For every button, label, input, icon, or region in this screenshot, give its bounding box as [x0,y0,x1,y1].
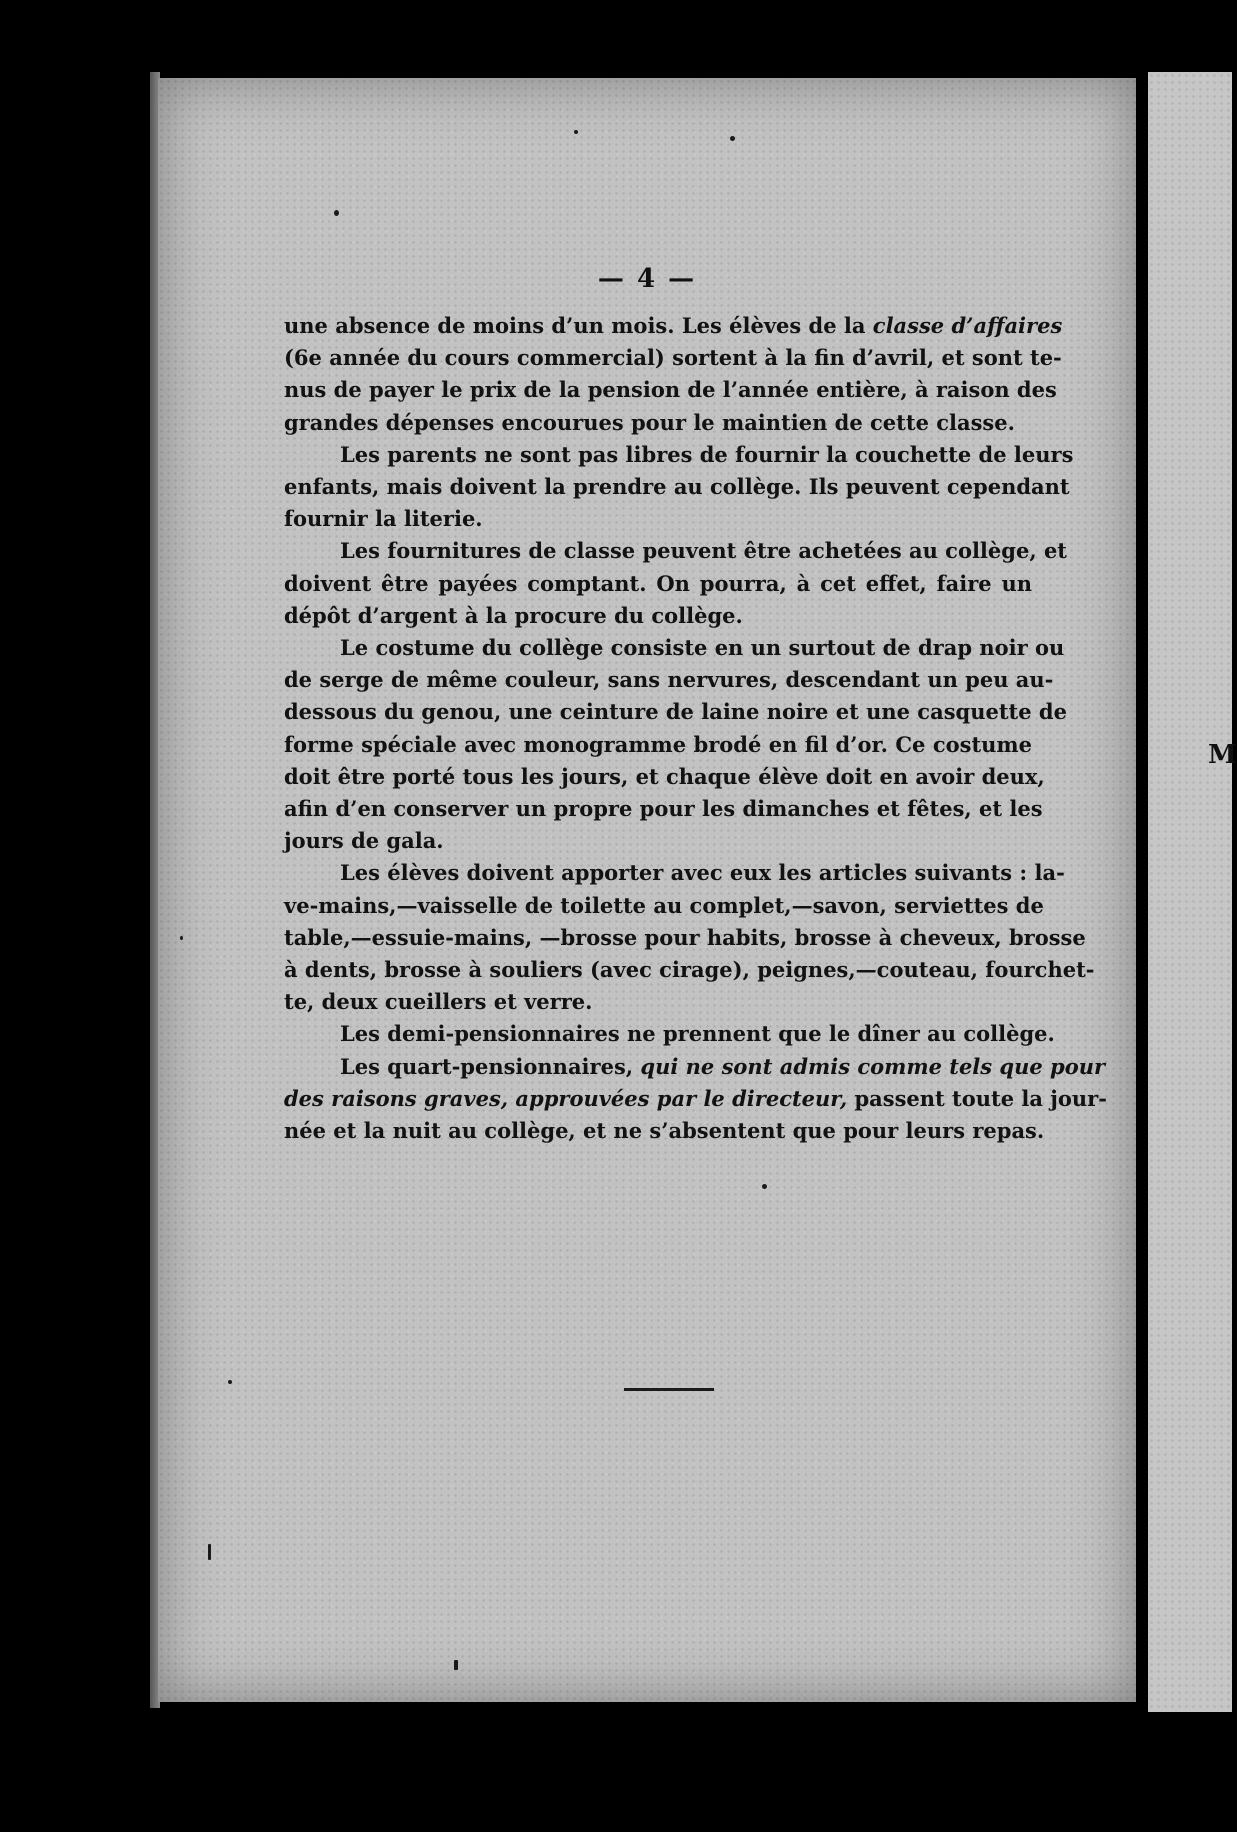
italic-text: des raisons graves, approuvées par le directeur, [284,1085,848,1111]
text-line [284,825,1032,857]
text-line [284,1083,1107,1115]
text-run: Les fournitures de classe peuvent être achetées au collège, et [340,538,1068,564]
text-run: de serge de même couleur, sans nervures, descendant un peu au- [284,667,1054,693]
text-run: (6e année du cours commercial) sortent à la fin d’avril, et sont te- [284,345,1062,371]
text-line [284,310,1063,342]
text-run: passent toute la jour- [847,1085,1107,1111]
ink-speck [730,136,735,141]
text-line [284,439,1074,471]
text-run: dessous du genou, une ceinture de laine noire et une casquette de [284,699,1067,725]
text-line [284,535,1068,567]
text-line [284,342,1062,374]
text-line [284,632,1065,664]
ink-speck [454,1660,458,1670]
text-line [284,568,1032,600]
text-line [284,374,1057,406]
text-run: Les élèves doivent apporter avec eux les articles suivants : la- [340,860,1065,886]
text-line [284,407,1032,439]
text-line [284,503,1032,535]
ink-speck [228,1380,232,1384]
text-run: enfants, mais doivent la prendre au collège. Ils peuvent cependant [284,474,1070,500]
text-run: à dents, brosse à souliers (avec cirage), peignes,—couteau, fourchet- [284,957,1095,983]
text-line [284,696,1067,728]
text-line [284,986,1032,1018]
text-run: née et la nuit au collège, et ne s’absentent que pour leurs repas. [284,1118,1045,1144]
text-line [284,664,1054,696]
text-line [284,761,1045,793]
text-run: forme spéciale avec monogramme brodé en fil d’or. Ce costume [284,731,1032,757]
text-line [284,857,1065,889]
end-rule [624,1388,714,1391]
text-run: Les parents ne sont pas libres de fournir la couchette de leurs [340,441,1074,467]
ink-speck [208,1544,211,1560]
text-run: grandes dépenses encourues pour le maintien de cette classe. [284,409,1015,435]
italic-text: qui ne sont admis comme tels que pour [640,1053,1106,1079]
text-run: doivent être payées comptant. On pourra, à cet effet, faire un [284,570,1032,596]
text-run: une absence de moins d’un mois. Les élèves de la [284,313,873,338]
text-line [284,954,1095,986]
text-run: fournir la literie. [284,506,483,532]
text-run: Les quart-pensionnaires, [340,1053,641,1079]
text-line [284,1018,1055,1050]
ink-speck [762,1184,767,1189]
adjacent-page-letter: M [1208,740,1237,770]
adjacent-page-edge [1148,72,1237,1712]
ink-speck [334,210,339,216]
text-line [284,471,1070,503]
scanned-page [158,78,1136,1702]
page-number: — 4 — [597,264,697,294]
text-line [284,600,1032,632]
text-line [284,729,1032,761]
text-line [284,1115,1045,1147]
text-run: Le costume du collège consiste en un surtout de drap noir ou [340,635,1065,661]
text-run: doit être porté tous les jours, et chaque élève doit en avoir deux, [284,763,1045,789]
text-run: nus de payer le prix de la pension de l’année entière, à raison des [284,377,1057,403]
text-run: jours de gala. [284,828,444,854]
text-run: ve-mains,—vaisselle de toilette au complet,—savon, serviettes de [284,892,1044,918]
text-run: Les demi-pensionnaires ne prennent que le dîner au collège. [340,1021,1055,1047]
body-text [284,310,1107,1147]
ink-speck [574,130,578,134]
text-run: dépôt d’argent à la procure du collège. [284,602,743,628]
text-line [284,890,1044,922]
text-run: table,—essuie-mains, —brosse pour habits, brosse à cheveux, brosse [284,924,1086,950]
italic-text: classe d’affaires [872,313,1063,338]
text-run: te, deux cueillers et verre. [284,989,593,1015]
text-run: afin d’en conserver un propre pour les dimanches et fêtes, et les [284,796,1043,822]
text-line [284,1051,1106,1083]
text-line [284,793,1043,825]
ink-speck [180,936,183,940]
text-line [284,922,1086,954]
